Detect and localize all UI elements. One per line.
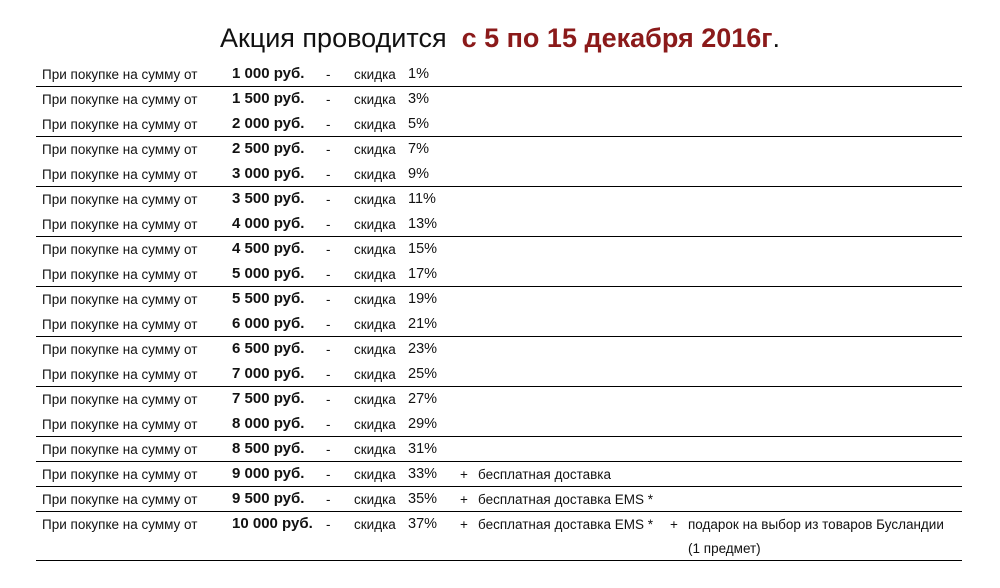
row-dash: - bbox=[326, 242, 331, 257]
row-discount-label: скидка bbox=[354, 292, 396, 307]
row-prefix: При покупке на сумму от bbox=[42, 67, 198, 82]
row-prefix: При покупке на сумму от bbox=[42, 392, 198, 407]
row-percent: 11% bbox=[408, 191, 436, 207]
row-percent: 3% bbox=[408, 91, 429, 107]
row-percent: 31% bbox=[408, 441, 438, 457]
row-dash: - bbox=[326, 467, 331, 482]
row-prefix: При покупке на сумму от bbox=[42, 367, 198, 382]
row-percent: 37% bbox=[408, 516, 438, 532]
row-bonus-delivery: бесплатная доставка bbox=[478, 467, 612, 482]
row-amount: 9 000 руб. bbox=[232, 465, 305, 482]
discount-row bbox=[36, 237, 962, 262]
discount-row bbox=[36, 487, 962, 512]
row-discount-label: скидка bbox=[354, 392, 396, 407]
row-discount-label: скидка bbox=[354, 417, 396, 432]
discount-row bbox=[36, 162, 962, 187]
row-percent: 15% bbox=[408, 241, 438, 257]
row-dash: - bbox=[326, 342, 331, 357]
row-amount: 10 000 руб. bbox=[232, 515, 313, 532]
row-dash: - bbox=[326, 142, 331, 157]
row-dash: - bbox=[326, 317, 331, 332]
row-percent: 1% bbox=[408, 66, 429, 82]
row-dash: - bbox=[326, 267, 331, 282]
row-prefix: При покупке на сумму от bbox=[42, 167, 198, 182]
row-prefix: При покупке на сумму от bbox=[42, 517, 198, 532]
row-amount: 6 000 руб. bbox=[232, 315, 305, 332]
row-prefix: При покупке на сумму от bbox=[42, 467, 198, 482]
row-amount: 1 500 руб. bbox=[232, 90, 305, 107]
discount-row bbox=[36, 137, 962, 162]
row-amount: 5 000 руб. bbox=[232, 265, 305, 282]
discount-row bbox=[36, 412, 962, 437]
row-discount-label: скидка bbox=[354, 192, 396, 207]
row-bonus-delivery: бесплатная доставка EMS * bbox=[478, 517, 654, 532]
row-prefix: При покупке на сумму от bbox=[42, 317, 198, 332]
row-dash: - bbox=[326, 167, 331, 182]
row-dash: - bbox=[326, 192, 331, 207]
row-amount: 4 000 руб. bbox=[232, 215, 305, 232]
discount-row bbox=[36, 437, 962, 462]
discount-table bbox=[36, 62, 962, 561]
discount-row bbox=[36, 337, 962, 362]
row-percent: 17% bbox=[408, 266, 438, 282]
discount-row bbox=[36, 112, 962, 137]
title-suffix: . bbox=[772, 23, 781, 53]
row-percent: 33% bbox=[408, 466, 438, 482]
row-prefix: При покупке на сумму от bbox=[42, 292, 198, 307]
row-prefix: При покупке на сумму от bbox=[42, 442, 198, 457]
discount-row bbox=[36, 212, 962, 237]
discount-row bbox=[36, 362, 962, 387]
row-bonus-gift: подарок на выбор из товаров Бусландии bbox=[688, 517, 944, 532]
row-discount-label: скидка bbox=[354, 367, 396, 382]
row-prefix: При покупке на сумму от bbox=[42, 217, 198, 232]
row-dash: - bbox=[326, 92, 331, 107]
row-discount-label: скидка bbox=[354, 442, 396, 457]
title-dates: с 5 по 15 декабря 2016г bbox=[461, 23, 773, 53]
row-dash: - bbox=[326, 367, 331, 382]
discount-row bbox=[36, 512, 962, 561]
row-amount: 7 500 руб. bbox=[232, 390, 305, 407]
row-amount: 7 000 руб. bbox=[232, 365, 305, 382]
row-amount: 6 500 руб. bbox=[232, 340, 305, 357]
row-prefix: При покупке на сумму от bbox=[42, 92, 198, 107]
row-percent: 13% bbox=[408, 216, 438, 232]
row-discount-label: скидка bbox=[354, 117, 396, 132]
row-discount-label: скидка bbox=[354, 92, 396, 107]
row-prefix: При покупке на сумму от bbox=[42, 117, 198, 132]
discount-row bbox=[36, 387, 962, 412]
row-bonus-gift-note: (1 предмет) bbox=[688, 541, 761, 556]
row-discount-label: скидка bbox=[354, 342, 396, 357]
row-percent: 5% bbox=[408, 116, 429, 132]
row-percent: 7% bbox=[408, 141, 429, 157]
row-amount: 3 500 руб. bbox=[232, 190, 305, 207]
row-discount-label: скидка bbox=[354, 267, 396, 282]
row-amount: 5 500 руб. bbox=[232, 290, 305, 307]
row-percent: 23% bbox=[408, 341, 438, 357]
row-amount: 2 000 руб. bbox=[232, 115, 305, 132]
row-dash: - bbox=[326, 392, 331, 407]
row-percent: 9% bbox=[408, 166, 429, 182]
discount-row bbox=[36, 312, 962, 337]
row-dash: - bbox=[326, 67, 331, 82]
row-amount: 4 500 руб. bbox=[232, 240, 305, 257]
row-plus: + bbox=[460, 517, 468, 532]
row-prefix: При покупке на сумму от bbox=[42, 417, 198, 432]
row-discount-label: скидка bbox=[354, 317, 396, 332]
row-dash: - bbox=[326, 217, 331, 232]
discount-row bbox=[36, 262, 962, 287]
discount-row bbox=[36, 462, 962, 487]
row-percent: 19% bbox=[408, 291, 438, 307]
row-plus: + bbox=[460, 467, 468, 482]
row-amount: 9 500 руб. bbox=[232, 490, 305, 507]
row-plus-2: + bbox=[670, 517, 678, 532]
row-discount-label: скидка bbox=[354, 517, 396, 532]
row-percent: 27% bbox=[408, 391, 438, 407]
row-dash: - bbox=[326, 492, 331, 507]
row-bonus-delivery: бесплатная доставка EMS * bbox=[478, 492, 654, 507]
row-dash: - bbox=[326, 417, 331, 432]
row-discount-label: скидка bbox=[354, 242, 396, 257]
row-amount: 8 500 руб. bbox=[232, 440, 305, 457]
row-prefix: При покупке на сумму от bbox=[42, 267, 198, 282]
row-prefix: При покупке на сумму от bbox=[42, 142, 198, 157]
row-discount-label: скидка bbox=[354, 217, 396, 232]
row-percent: 21% bbox=[408, 316, 438, 332]
row-dash: - bbox=[326, 117, 331, 132]
row-plus: + bbox=[460, 492, 468, 507]
row-prefix: При покупке на сумму от bbox=[42, 492, 198, 507]
row-discount-label: скидка bbox=[354, 492, 396, 507]
row-amount: 3 000 руб. bbox=[232, 165, 305, 182]
discount-row bbox=[36, 287, 962, 312]
discount-row bbox=[36, 87, 962, 112]
row-discount-label: скидка bbox=[354, 67, 396, 82]
promo-title bbox=[0, 18, 1000, 58]
row-percent: 29% bbox=[408, 416, 438, 432]
row-prefix: При покупке на сумму от bbox=[42, 192, 198, 207]
row-dash: - bbox=[326, 517, 331, 532]
row-amount: 1 000 руб. bbox=[232, 65, 305, 82]
row-dash: - bbox=[326, 442, 331, 457]
row-amount: 8 000 руб. bbox=[232, 415, 305, 432]
row-prefix: При покупке на сумму от bbox=[42, 342, 198, 357]
row-discount-label: скидка bbox=[354, 467, 396, 482]
discount-row bbox=[36, 62, 962, 87]
row-discount-label: скидка bbox=[354, 167, 396, 182]
row-amount: 2 500 руб. bbox=[232, 140, 305, 157]
title-prefix: Акция проводится bbox=[219, 23, 447, 53]
row-percent: 25% bbox=[408, 366, 438, 382]
row-discount-label: скидка bbox=[354, 142, 396, 157]
discount-row bbox=[36, 187, 962, 212]
row-dash: - bbox=[326, 292, 331, 307]
row-prefix: При покупке на сумму от bbox=[42, 242, 198, 257]
row-percent: 35% bbox=[408, 491, 438, 507]
